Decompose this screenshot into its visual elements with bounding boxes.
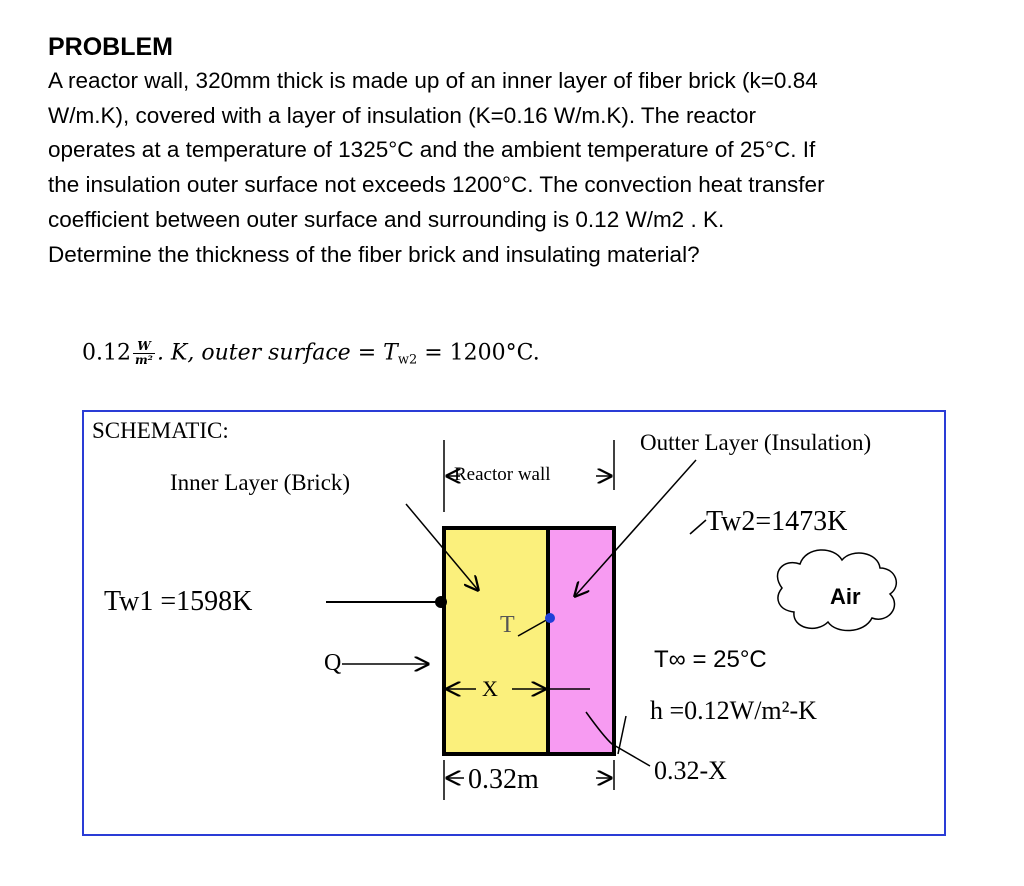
h-leader	[618, 716, 626, 754]
problem-line-2: W/m.K), covered with a layer of insulation (K=0.16 W/m.K). The reactor	[48, 102, 756, 128]
problem-title: PROBLEM	[48, 33, 173, 61]
equation-subscript: w2	[397, 352, 418, 368]
equation-rest: . K, outer surface	[156, 340, 351, 366]
equation-t: T	[383, 340, 398, 366]
t-point	[545, 613, 555, 623]
problem-block	[48, 30, 998, 272]
q-label: Q	[324, 650, 342, 676]
insulation-layer	[548, 528, 614, 754]
fraction-numerator: W	[133, 340, 155, 354]
schematic-frame	[82, 410, 946, 836]
problem-line-6: Determine the thickness of the fiber brick and insulating material?	[48, 241, 700, 267]
x-label: X	[482, 676, 498, 701]
equation-result: = 1200°C.	[424, 340, 540, 366]
problem-line-3: operates at a temperature of 1325°C and the ambient temperature of 25°C. If	[48, 137, 816, 163]
reactor-wall-label: Reactor wall	[454, 464, 551, 485]
problem-line-5: coefficient between outer surface and surrounding is 0.12 W/m2 . K.	[48, 206, 725, 232]
schematic-title: SCHEMATIC:	[92, 418, 229, 443]
problem-line-4: the insulation outer surface not exceeds 1200°C. The convection heat transfer	[48, 172, 825, 198]
equation-fraction	[133, 340, 155, 367]
equation-equals: =	[357, 340, 377, 366]
t-infinity-label: T∞ = 25°C	[654, 646, 767, 673]
tw2-label: Tw2=1473K	[706, 506, 848, 537]
fraction-denominator: m²	[134, 353, 153, 367]
given-equation	[82, 340, 540, 390]
problem-line-1: A reactor wall, 320mm thick is made up of an inner layer of fiber brick (k=0.84	[48, 68, 818, 93]
outer-layer-label: Outter Layer (Insulation)	[640, 430, 872, 455]
tw1-point	[435, 596, 447, 608]
brick-layer	[444, 528, 548, 754]
thickness-rem-label: 0.32-X	[654, 756, 727, 785]
equation-value: 0.12	[82, 340, 131, 366]
t-label: T	[500, 612, 515, 638]
total-thickness-label: 0.32m	[468, 764, 539, 795]
tw1-label: Tw1 =1598K	[104, 586, 253, 617]
inner-layer-label: Inner Layer (Brick)	[170, 470, 351, 495]
tw2-leader	[690, 520, 706, 534]
h-coefficient-label: h =0.12W/m²-K	[650, 696, 817, 725]
air-label: Air	[830, 584, 861, 609]
